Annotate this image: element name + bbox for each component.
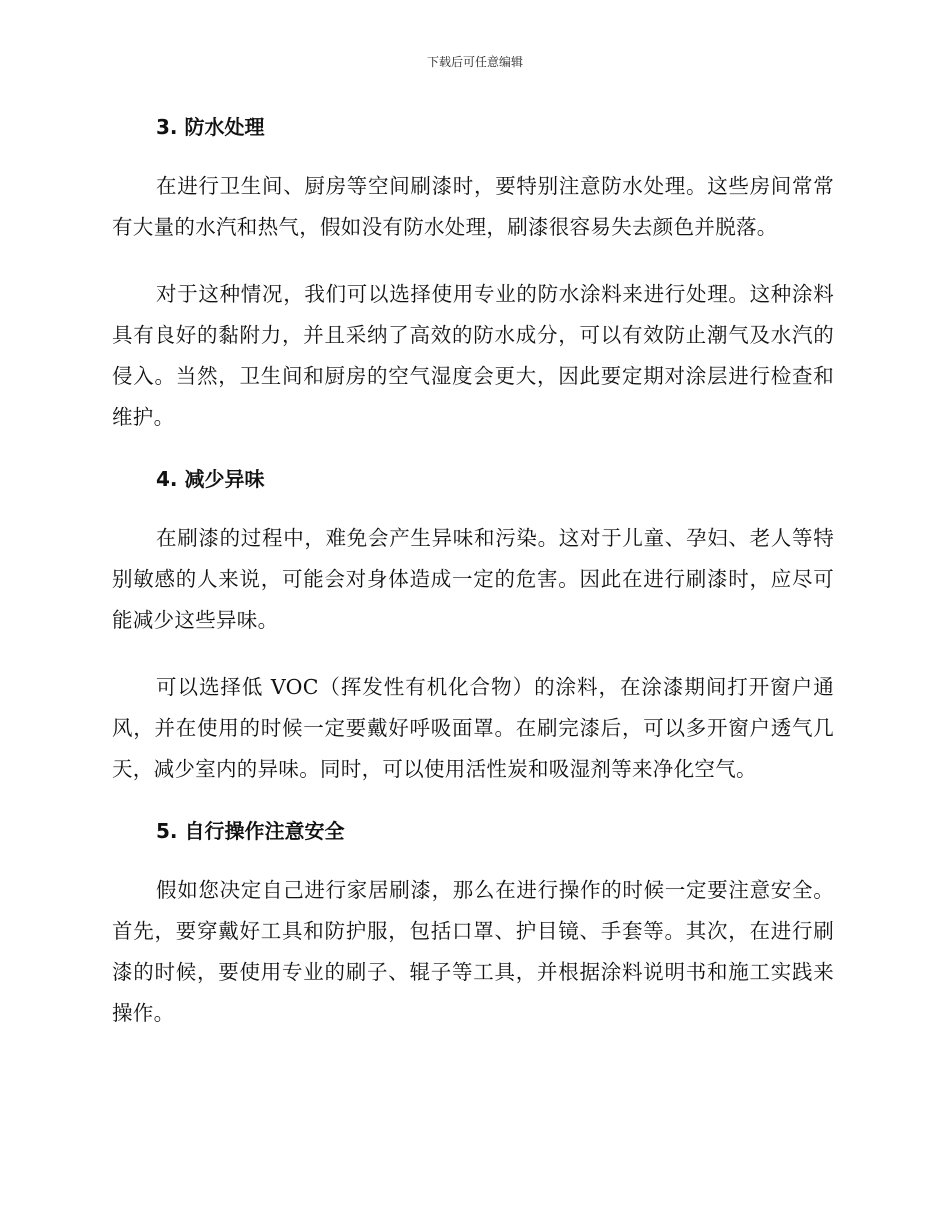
- section-heading: 5. 自行操作注意安全: [156, 819, 345, 843]
- section-heading: 3. 防水处理: [156, 115, 265, 139]
- section-waterproofing: [112, 112, 834, 438]
- paragraph: 在进行卫生间、厨房等空间刷漆时，要特别注意防水处理。这些房间常常有大量的水汽和热气，假如没有防水处理，刷漆很容易失去颜色并脱落。: [112, 174, 834, 239]
- section-heading: 4. 减少异味: [156, 467, 265, 491]
- paragraph: 可以选择低 VOC（挥发性有机化合物）的涂料，在涂漆期间打开窗户通风，并在使用的时候一定要戴好呼吸面罩。在刷完漆后，可以多开窗户透气几天，减少室内的异味。同时，可以使用活性炭和吸湿剂等来净化空气。: [112, 675, 834, 781]
- paragraph: 在刷漆的过程中，难免会产生异味和污染。这对于儿童、孕妇、老人等特别敏感的人来说，可能会对身体造成一定的危害。因此在进行刷漆时，应尽可能减少这些异味。: [112, 526, 834, 632]
- section-safety: [112, 816, 834, 1034]
- paragraph: 对于这种情况，我们可以选择使用专业的防水涂料来进行处理。这种涂料具有良好的黏附力，并且采纳了高效的防水成分，可以有效防止潮气及水汽的侵入。当然，卫生间和厨房的空气湿度会更大，因此要定期对涂层进行检查和维护。: [112, 282, 834, 429]
- paragraph: 假如您决定自己进行家居刷漆，那么在进行操作的时候一定要注意安全。首先，要穿戴好工具和防护服，包括口罩、护目镜、手套等。其次，在进行刷漆的时候，要使用专业的刷子、辊子等工具，并根据涂料说明书和施工实践来操作。: [112, 878, 834, 1025]
- section-reduce-odor: [112, 464, 834, 790]
- page-header: 下载后可任意编辑: [426, 55, 523, 69]
- document-body: [112, 112, 834, 1060]
